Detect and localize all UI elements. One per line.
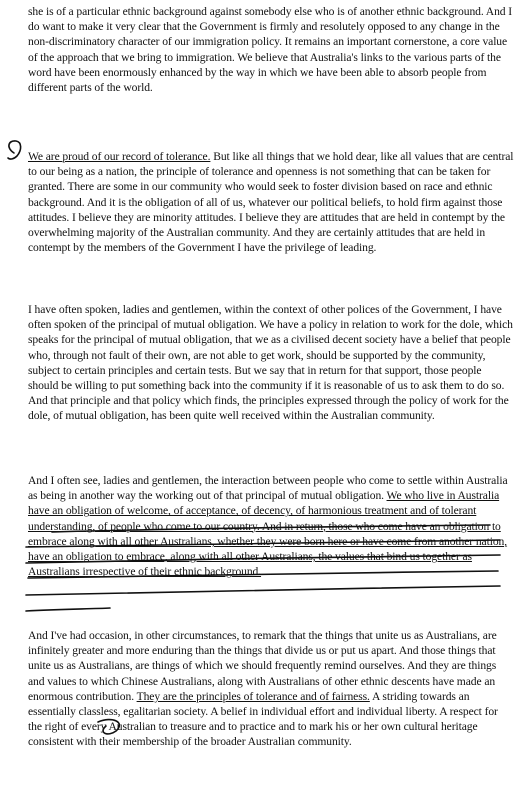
paragraph-4-underlined-text: We who live in Australia have an obligation of welcome, of acceptance, of decency, of harmonious treatment and of tolerant understanding, of people who come to our country. And in return, those who come have an obligation to embrace along with all other Australians, whether they were born here or have come from another nation, have an obligation to embrace, along with all other Australians, the values that bind us together as Australians irrespective of their ethnic background. <box>28 489 508 579</box>
hand-drawn-circle-icon <box>8 141 21 159</box>
paragraph-5 <box>28 628 514 750</box>
paragraph-3 <box>28 302 514 424</box>
pen-strike-underline-5 <box>26 586 500 595</box>
paragraph-5-text-before: And I've had occasion, in other circumstances, to remark that the things that unite us as Australians, are infinitely greater and more enduring than the things that divide us or put us apart. And those things that unite us as Australians, are things of which we should frequently remind ourselves. And they are things and values to which Chinese Australians, along with Australians of other ethnic descents have made an enormous contribution. <box>28 629 497 703</box>
paragraph-4 <box>28 473 514 579</box>
paragraph-2 <box>28 149 514 255</box>
paragraph-2-underlined-text: We are proud of our record of tolerance. <box>28 150 211 163</box>
paragraph-2-text: But like all things that we hold dear, like all values that are central to our being as a nation, the principle of tolerance and openness is not something that can be taken for granted. There are some in our community who would seek to foster division based on race and ethnic background. And it is the obligation of all of us, whatever our political beliefs, to hold firm against those attitudes. I believe they are minority attitudes. I believe they are attitudes that are held in contempt by the overwhelming majority of the Australian community. And they are certainly attitudes that are held in contempt by the members of the Government I have the privilege of leading. <box>28 150 514 255</box>
paragraph-4-text-before: And I often see, ladies and gentlemen, the interaction between people who come to settle within Australia as being in another way the working out of that principal of mutual obligation. <box>28 474 508 503</box>
paragraph-1-text: she is of a particular ethnic background against somebody else who is of another ethnic background. And I do want to make it very clear that the Government is firmly and resolutely opposed to any change in the non-discriminatory character of our immigration policy. It remains an important cornerstone, a core value of the approach that we bring to immigration. We believe that Australia's links to the various parts of the word have been enormously enhanced by the way in which we have been able to absorb people from different parts of the world. <box>28 5 513 95</box>
pen-strike-underline-6 <box>26 608 110 611</box>
paragraph-1 <box>28 4 514 95</box>
paragraph-5-text-after: A striding towards an essentially classless, egalitarian society. A belief in individual effort and individual liberty. A respect for the right of every Australian to treasure and to practice and to mark his or her own cultural heritage consistent with their membership of the broader Australian community. <box>28 689 498 749</box>
paragraph-3-text: I have often spoken, ladies and gentlemen, within the context of other polices of the Government, I have often spoken of the principal of mutual obligation. We have a policy in relation to work for the dole, which speaks for the principal of mutual obligation, that we as a civilised decent society have a belief that people who, through not fault of their own, are not able to get work, should be supported by the community, subject to certain principles and certain tests. But we say that in return for that support, those people should be willing to put something back into the community if it is reasonable of us to ask them to do so. And that principle and that policy which finds, the principles expressed through the policy of work for the dole, of mutual obligation, has been quite well received within the Australian community. <box>28 303 513 423</box>
paragraph-5-underlined-text: They are the principles of tolerance and of fairness. <box>136 689 370 703</box>
